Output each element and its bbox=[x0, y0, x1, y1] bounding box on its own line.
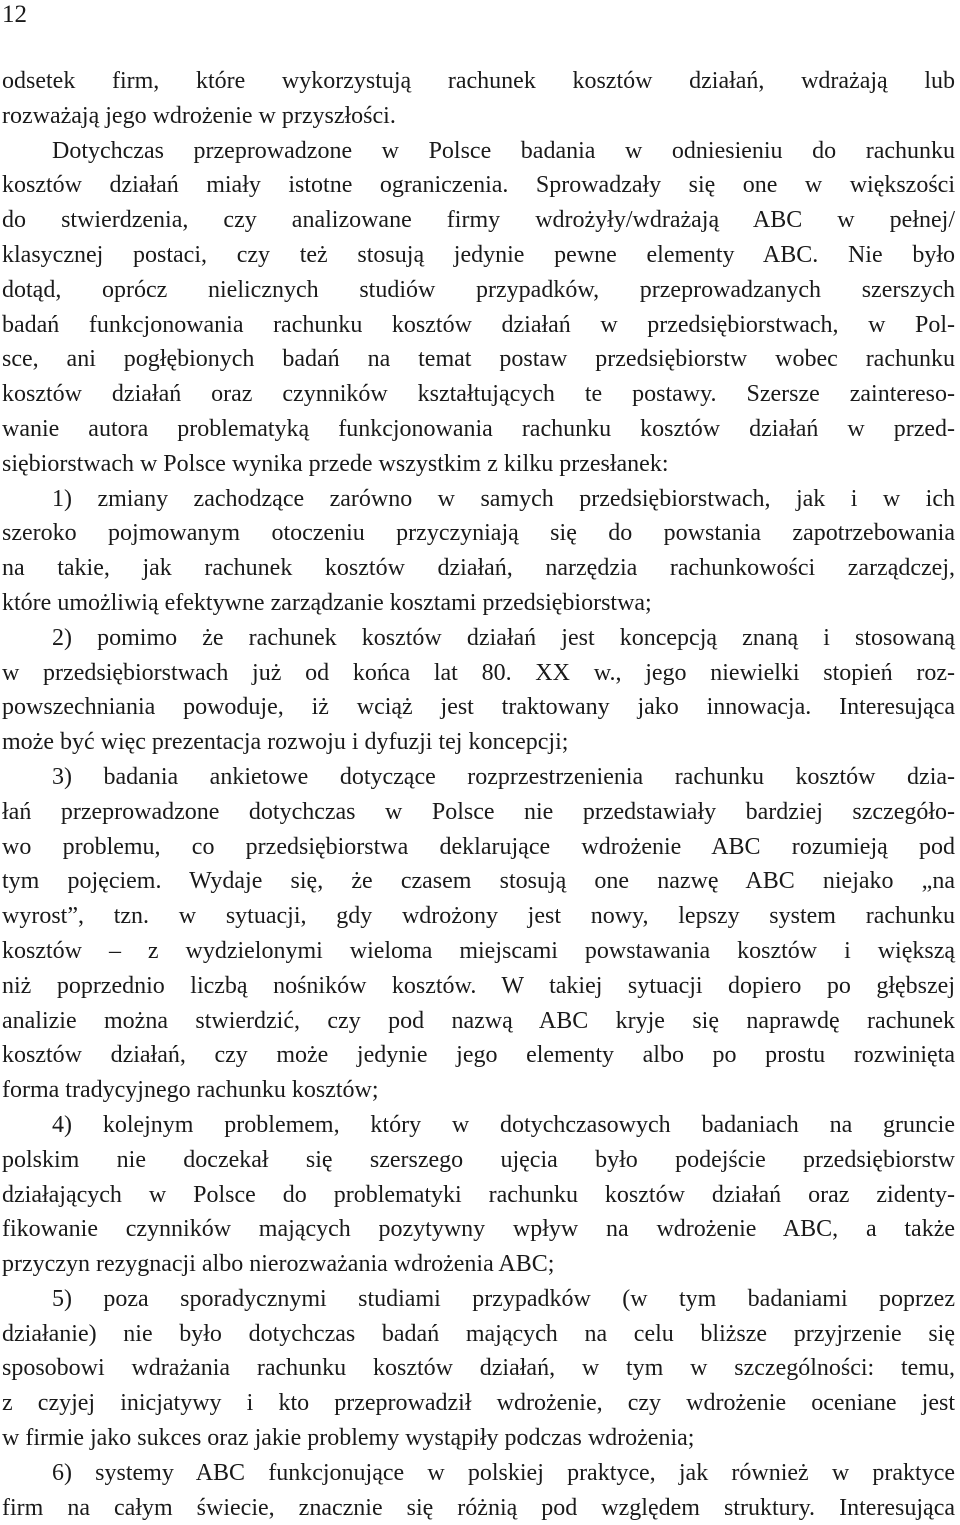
text-line: z czyjej inicjatywy i kto przeprowadził wdrożenie, czy wdrożenie oceniane jest bbox=[2, 1390, 955, 1417]
text-line: w przedsiębiorstwach już od końca lat 80. XX w., jego niewielki stopień roz- bbox=[2, 659, 955, 686]
text-line: dotąd, oprócz nielicznych studiów przypadków, przeprowadzanych szerszych bbox=[2, 276, 955, 303]
text-line: firm na całym świecie, znacznie się różnią pod względem struktury. Interesująca bbox=[2, 1494, 955, 1521]
text-line: 5) poza sporadycznymi studiami przypadków (w tym badaniami poprzez bbox=[52, 1285, 955, 1312]
body-text bbox=[2, 64, 955, 1525]
text-line: może być więc prezentacja rozwoju i dyfuzji tej koncepcji; bbox=[2, 729, 569, 756]
text-line: wyrost”, tzn. w sytuacji, gdy wdrożony jest nowy, lepszy system rachunku bbox=[2, 903, 955, 930]
text-line: szeroko pojmowanym otoczeniu przyczyniają się do powstania zapotrzebowania bbox=[2, 520, 955, 547]
text-line: 3) badania ankietowe dotyczące rozprzestrzenienia rachunku kosztów dzia- bbox=[52, 763, 955, 790]
text-line: powszechniania powoduje, iż wciąż jest traktowany jako innowacja. Interesująca bbox=[2, 694, 955, 721]
text-line: kosztów działań oraz czynników kształtujących te postawy. Szersze zaintereso- bbox=[2, 381, 955, 408]
text-line: wo problemu, co przedsiębiorstwa deklarujące wdrożenie ABC rozumieją pod bbox=[2, 833, 955, 860]
text-line: 2) pomimo że rachunek kosztów działań jest koncepcją znaną i stosowaną bbox=[52, 624, 955, 651]
text-line: działanie) nie było dotychczas badań mających na celu bliższe przyjrzenie się bbox=[2, 1320, 955, 1347]
text-line: analizie można stwierdzić, czy pod nazwą ABC kryje się naprawdę rachunek bbox=[2, 1007, 955, 1034]
text-line: sposobowi wdrażania rachunku kosztów działań, w tym w szczególności: temu, bbox=[2, 1355, 955, 1382]
text-line: kosztów działań miały istotne ograniczenia. Sprowadzały się one w większości bbox=[2, 172, 955, 199]
text-line: odsetek firm, które wykorzystują rachunek kosztów działań, wdrażają lub bbox=[2, 68, 955, 94]
text-line: sce, ani pogłębionych badań na temat postaw przedsiębiorstw wobec rachunku bbox=[2, 346, 955, 373]
text-line: kosztów – z wydzielonymi wieloma miejscami powstawania kosztów i większą bbox=[2, 937, 955, 964]
text-line: wanie autora problematyką funkcjonowania rachunku kosztów działań w przed- bbox=[2, 415, 955, 442]
text-line: fikowanie czynników mających pozytywny wpływ na wdrożenie ABC, a także bbox=[2, 1216, 955, 1243]
text-line: działających w Polsce do problematyki rachunku kosztów działań oraz zidenty- bbox=[2, 1181, 955, 1208]
text-line: tym pojęciem. Wydaje się, że czasem stosują one nazwę ABC niejako „na bbox=[2, 868, 955, 895]
text-line: przyczyn rezygnacji albo nierozważania wdrożenia ABC; bbox=[2, 1251, 555, 1278]
text-line: siębiorstwach w Polsce wynika przede wszystkim z kilku przesłanek: bbox=[2, 450, 669, 477]
text-line: rozważają jego wdrożenie w przyszłości. bbox=[2, 102, 396, 129]
text-line: w firmie jako sukces oraz jakie problemy wystąpiły podczas wdrożenia; bbox=[2, 1425, 695, 1452]
text-line: kosztów działań, czy może jedynie jego elementy albo po prostu rozwinięta bbox=[2, 1042, 955, 1069]
text-line: 4) kolejnym problemem, który w dotychczasowych badaniach na gruncie bbox=[52, 1111, 955, 1138]
page-number: 12 bbox=[2, 1, 27, 28]
text-line: które umożliwią efektywne zarządzanie kosztami przedsiębiorstwa; bbox=[2, 589, 652, 616]
text-line: do stwierdzenia, czy analizowane firmy wdrożyły/wdrażają ABC w pełnej/ bbox=[2, 207, 955, 234]
text-line: forma tradycyjnego rachunku kosztów; bbox=[2, 1077, 379, 1104]
text-line: Dotychczas przeprowadzone w Polsce badania w odniesieniu do rachunku bbox=[52, 137, 955, 164]
text-line: 1) zmiany zachodzące zarówno w samych przedsiębiorstwach, jak i w ich bbox=[52, 485, 955, 512]
text-line: klasycznej postaci, czy też stosują jedynie pewne elementy ABC. Nie było bbox=[2, 241, 955, 268]
text-line: badań funkcjonowania rachunku kosztów działań w przedsiębiorstwach, w Pol- bbox=[2, 311, 955, 338]
text-line: polskim nie doczekał się szerszego ujęcia było podejście przedsiębiorstw bbox=[2, 1146, 955, 1173]
text-line: niż poprzednio liczbą nośników kosztów. W takiej sytuacji dopiero po głębszej bbox=[2, 972, 955, 999]
text-line: 6) systemy ABC funkcjonujące w polskiej praktyce, jak również w praktyce bbox=[52, 1459, 955, 1486]
text-line: na takie, jak rachunek kosztów działań, narzędzia rachunkowości zarządczej, bbox=[2, 555, 955, 582]
text-line: łań przeprowadzone dotychczas w Polsce nie przedstawiały bardziej szczegóło- bbox=[2, 798, 955, 825]
